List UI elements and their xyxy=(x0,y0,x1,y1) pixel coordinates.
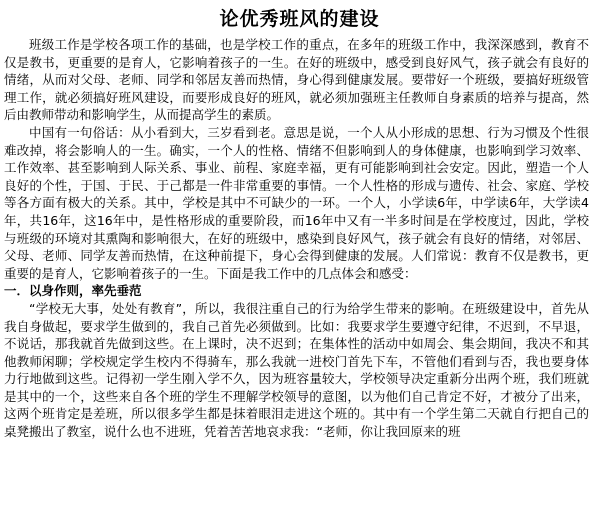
section-heading-1: 一．以身作则，率先垂范 xyxy=(4,283,142,299)
paragraph-proverb: 中国有一句俗话：从小看到大，三岁看到老。意思是说，一个人从小形成的思想、行为习惯及个性很难改掉，将会影响人的一生。确实，一个人的性格、情绪不但影响到人的身体健康，也影响到学习效率、工作效率、甚至影响到人际关系、事业、前程、家庭幸福，更有可能影响到社会安定。因此，塑造一个人良好的个性，于国、于民、于己都是一件非常重要的事情。一个人性格的形成与遗传、社会、家庭、学校等各方面有极大的关系。其中，学校是其中不可缺少的一环。一个人，小学读6年，中学读6年，大学读4年，共16年，这16年中，是性格形成的重要阶段，而16年中又有一半多时间是在学校度过，因此，学校与班级的环境对其熏陶和影响很大，在好的班级中，感染到良好风气，孩子就会有良好的情绪，对邻居、父母、老师、同学友善而热情，在这种前提下，身心会得到健康的发展。人们常说：教育不仅是教书，更重要的是育人，它影响着孩子的一生。下面是我工作中的几点体会和感受： xyxy=(4,124,589,281)
paragraph-intro: 班级工作是学校各项工作的基础，也是学校工作的重点，在多年的班级工作中，我深深感到，教育不仅是教书，更重要的是育人，它影响着孩子的一生。在好的班级中，感受到良好风气，孩子就会有良好的情绪，从而对父母、老师、同学和邻居友善而热情，身心得到健康发展。要带好一个班级，要搞好班级管理工作，就必须搞好班风建设，而要形成良好的班风，就必须加强班主任教师自身素质的培养与提高，然后由教师带动和影响学生，从而提高学生的素质。 xyxy=(4,37,589,123)
document-title: 论优秀班风的建设 xyxy=(219,8,380,30)
document-body xyxy=(4,36,589,441)
paragraph-section-1: “学校无大事，处处有教育”，所以，我很注重自己的行为给学生带来的影响。在班级建设中，首先从我自身做起，要求学生做到的，我自己首先必须做到。比如：我要求学生要遵守纪律，不迟到，不早退，不说话，那我就首先做到这些。在上课时，决不迟到；在集体性的活动中如周会、集会期间，我决不和其他教师闲聊；学校规定学生校内不得骑车，那么我就一进校门首先下车，不管他们看到与否，我也要身体力行地做到这些。记得初一学生刚入学不久，因为班容量较大，学校领导决定重新分出两个班，我们班就是其中的一个，这些来自各个班的学生不理解学校领导的意图，以为他们自己肯定不好，才被分了出来，这两个班肯定是差班，所以很多学生都是抹着眼泪走进这个班的。其中有一个学生第二天就自行把自己的桌凳搬出了教室，说什么也不进班，凭着苦苦地哀求我：“老师，你让我回原来的班 xyxy=(4,300,589,440)
